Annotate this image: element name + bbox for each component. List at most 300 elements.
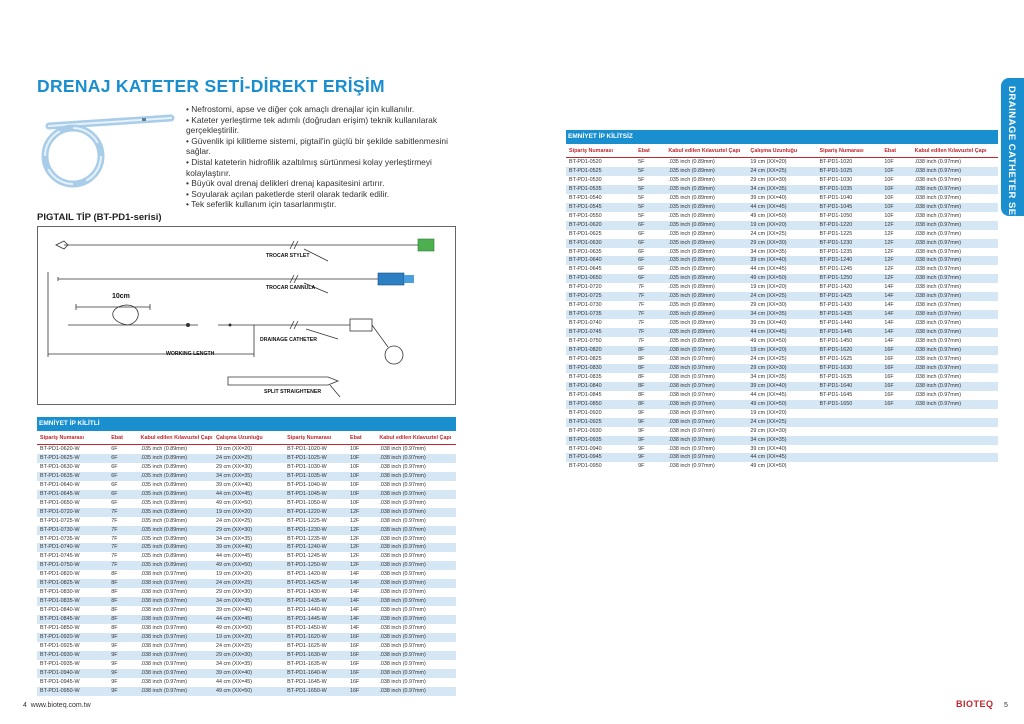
table-cell: 9F bbox=[638, 463, 645, 470]
table-cell: BT-PD1-1235-W bbox=[287, 535, 327, 542]
table-cell: 12F bbox=[881, 256, 911, 265]
table-cell: .038 inch (0.97mm) bbox=[376, 508, 456, 517]
table-cell: .038 inch (0.97mm) bbox=[379, 678, 426, 685]
table-cell: 19 cm (XX=20) bbox=[750, 409, 787, 416]
table-cell: BT-PD1-1445-W bbox=[284, 615, 347, 624]
table-cell: .038 inch (0.97mm) bbox=[914, 194, 962, 201]
table-cell: BT-PD1-0840 bbox=[566, 382, 635, 391]
table-cell: BT-PD1-0830-W bbox=[40, 589, 80, 596]
table-cell: BT-PD1-1220-W bbox=[284, 508, 347, 517]
table-row bbox=[566, 274, 998, 283]
table-cell: .038 inch (0.97mm) bbox=[376, 579, 456, 588]
table-cell: .035 inch (0.89mm) bbox=[665, 185, 747, 194]
pigtail-catheter-image bbox=[37, 104, 181, 196]
table-cell: .038 inch (0.97mm) bbox=[665, 453, 747, 462]
table-cell: 44 cm (XX=45) bbox=[215, 678, 253, 685]
table-row bbox=[566, 158, 998, 167]
table-cell: BT-PD1-0940-W bbox=[37, 669, 108, 678]
table-cell: BT-PD1-0750-W bbox=[37, 561, 108, 570]
table-cell: 6F bbox=[108, 472, 137, 481]
table-cell: .038 inch (0.97mm) bbox=[376, 687, 456, 696]
table-cell: 16F bbox=[350, 642, 360, 649]
table-row bbox=[566, 453, 998, 462]
table-cell: 6F bbox=[108, 490, 137, 499]
table-cell: BT-PD1-1225-W bbox=[287, 517, 327, 524]
table-cell: BT-PD1-1420 bbox=[819, 284, 853, 291]
table-cell: 12F bbox=[884, 230, 894, 237]
table-row bbox=[566, 248, 998, 257]
table-cell bbox=[817, 418, 882, 427]
table-cell: 9F bbox=[638, 409, 645, 416]
table-cell: 8F bbox=[638, 391, 645, 398]
table-row bbox=[566, 328, 998, 337]
table-cell: 19 cm (XX=20) bbox=[215, 571, 253, 578]
table-cell: 7F bbox=[111, 553, 118, 560]
table-cell: 7F bbox=[638, 338, 645, 345]
table-cell: BT-PD1-0930 bbox=[569, 427, 602, 434]
table-row bbox=[566, 239, 998, 248]
table-cell: BT-PD1-0920 bbox=[569, 409, 602, 416]
table-cell: .038 inch (0.97mm) bbox=[668, 355, 715, 362]
table-cell: .038 inch (0.97mm) bbox=[914, 266, 962, 273]
table-cell: BT-PD1-1630-W bbox=[284, 651, 347, 660]
table-cell: BT-PD1-0650-W bbox=[40, 499, 80, 506]
table-cell: .038 inch (0.97mm) bbox=[140, 607, 187, 614]
table-cell: BT-PD1-0625-W bbox=[37, 454, 108, 463]
table-cell: BT-PD1-1430-W bbox=[287, 589, 327, 596]
table-cell: .035 inch (0.89mm) bbox=[665, 203, 747, 212]
table-cell: 16F bbox=[350, 678, 360, 685]
section-tab-label: DRAINAGE CATHETER SET bbox=[1006, 86, 1017, 222]
table-cell: 10F bbox=[884, 212, 894, 219]
table-cell: 6F bbox=[108, 454, 137, 463]
table-cell: .035 inch (0.89mm) bbox=[665, 292, 747, 301]
table-cell: 14F bbox=[347, 615, 376, 624]
table-cell: BT-PD1-0635 bbox=[569, 248, 602, 255]
table-cell: BT-PD1-0925 bbox=[566, 418, 635, 427]
table-cell: 9F bbox=[635, 436, 665, 445]
feature-item: • Distal kateterin hidrofilik azaltılmış sürtünmesi kolay yerleştirmeyi kolaylaştırır. bbox=[186, 156, 432, 178]
label-trocar-cannula: TROCAR CANNULA bbox=[266, 285, 316, 291]
column-header: Kabul edilen Kılavuztel Çapı bbox=[912, 144, 998, 158]
page-number-right: 5 bbox=[1004, 702, 1008, 709]
table-cell: .035 inch (0.89mm) bbox=[668, 212, 715, 219]
table-cell bbox=[881, 445, 911, 454]
table-cell: BT-PD1-1645 bbox=[819, 391, 853, 398]
table-cell: BT-PD1-1420-W bbox=[287, 571, 327, 578]
label-split-straightener: SPLIT STRAIGHTENER bbox=[264, 389, 322, 395]
table-cell: 29 cm (XX=30) bbox=[215, 463, 253, 470]
table-row bbox=[37, 624, 456, 633]
table-cell bbox=[881, 436, 911, 445]
table-cell: 12F bbox=[347, 526, 376, 535]
table-cell: BT-PD1-1625-W bbox=[287, 642, 327, 649]
table-cell bbox=[912, 453, 998, 462]
table-cell: BT-PD1-1425-W bbox=[284, 579, 347, 588]
table-cell: .038 inch (0.97mm) bbox=[914, 320, 962, 327]
table-cell: BT-PD1-1635 bbox=[819, 373, 853, 380]
table-cell: 10F bbox=[347, 454, 376, 463]
table-row bbox=[37, 472, 456, 481]
table-cell: 9F bbox=[111, 678, 118, 685]
table-cell: 8F bbox=[638, 373, 645, 380]
table-row bbox=[37, 597, 456, 606]
feature-item: • Nefrostomi, apse ve diğer çok amaçlı drenajlar için kullanılır. bbox=[186, 104, 415, 114]
feature-item: • Tek seferlik kullanım için tasarlanmıştır. bbox=[186, 199, 337, 210]
table-cell: 39 cm (XX=40) bbox=[215, 607, 253, 614]
table-row bbox=[566, 212, 998, 221]
table-row bbox=[566, 337, 998, 346]
table-cell: 9F bbox=[635, 418, 665, 427]
table-row bbox=[37, 561, 456, 570]
table-cell: .035 inch (0.89mm) bbox=[668, 176, 715, 183]
table-cell: .038 inch (0.97mm) bbox=[914, 355, 962, 362]
table-cell: .038 inch (0.97mm) bbox=[914, 338, 962, 345]
column-header: Ebat bbox=[635, 144, 665, 158]
table-row bbox=[37, 660, 456, 669]
table-cell: 44 cm (XX=45) bbox=[213, 615, 284, 624]
table-cell: 10F bbox=[350, 446, 360, 452]
table-cell: 9F bbox=[111, 642, 118, 649]
table-cell: BT-PD1-0950-W bbox=[37, 687, 108, 696]
table-cell: BT-PD1-0950 bbox=[569, 463, 602, 470]
table-cell: 34 cm (XX=35) bbox=[215, 660, 253, 667]
table-cell: 10F bbox=[881, 185, 911, 194]
table-cell: .038 inch (0.97mm) bbox=[668, 391, 715, 398]
table-cell: .038 inch (0.97mm) bbox=[376, 526, 456, 535]
table-cell: 34 cm (XX=35) bbox=[213, 597, 284, 606]
table-cell: .035 inch (0.89mm) bbox=[668, 284, 715, 291]
table-cell: 34 cm (XX=35) bbox=[215, 535, 253, 542]
table-cell: 8F bbox=[108, 615, 137, 624]
table-cell: BT-PD1-0540 bbox=[569, 194, 602, 201]
table-cell: BT-PD1-0645 bbox=[569, 266, 602, 273]
table-cell: BT-PD1-1635-W bbox=[287, 660, 327, 667]
table-cell: 24 cm (XX=25) bbox=[750, 355, 787, 362]
table-cell: 7F bbox=[108, 543, 137, 552]
table-cell: .038 inch (0.97mm) bbox=[379, 553, 426, 560]
locked-table-section bbox=[37, 417, 456, 696]
table-cell: .035 inch (0.89mm) bbox=[665, 274, 747, 283]
table-cell: BT-PD1-1650 bbox=[817, 400, 882, 409]
table-cell: 16F bbox=[884, 373, 894, 380]
table-cell: 34 cm (XX=35) bbox=[747, 436, 816, 445]
table-cell: BT-PD1-1050-W bbox=[287, 499, 327, 506]
table-cell: .038 inch (0.97mm) bbox=[379, 660, 426, 667]
column-header: Kabul edilen Kılavuztel Çapı bbox=[376, 431, 456, 445]
table-cell: .038 inch (0.97mm) bbox=[914, 302, 962, 309]
table-cell: .038 inch (0.97mm) bbox=[665, 418, 747, 427]
table-cell: BT-PD1-0650 bbox=[566, 274, 635, 283]
table-row bbox=[37, 481, 456, 490]
table-cell: 29 cm (XX=30) bbox=[747, 239, 816, 248]
label-length: 10cm bbox=[112, 293, 130, 300]
table-cell: 39 cm (XX=40) bbox=[213, 669, 284, 678]
table-cell: BT-PD1-1650-W bbox=[284, 687, 347, 696]
table-cell: 9F bbox=[638, 427, 645, 434]
table-cell: 29 cm (XX=30) bbox=[213, 526, 284, 535]
table-cell: 5F bbox=[635, 203, 665, 212]
diagram-drawing bbox=[38, 227, 455, 404]
table-cell: BT-PD1-1425 bbox=[817, 292, 882, 301]
feature-item: • Kateter yerleştirme tek adımlı (doğrudan erişim) teknik kullanılarak gerçekleştirilir. bbox=[186, 114, 438, 136]
table-cell: 6F bbox=[111, 499, 118, 506]
table-cell: BT-PD1-0940 bbox=[569, 445, 602, 452]
table-cell: 49 cm (XX=50) bbox=[213, 561, 284, 570]
table-cell: 14F bbox=[347, 597, 376, 606]
table-cell: .038 inch (0.97mm) bbox=[914, 248, 962, 255]
locked-table-title: EMNİYET İP KİLİTLİ bbox=[37, 417, 456, 431]
table-cell: BT-PD1-1040-W bbox=[287, 481, 327, 488]
table-cell: 14F bbox=[884, 338, 894, 345]
table-cell: 39 cm (XX=40) bbox=[215, 481, 253, 488]
table-cell bbox=[817, 409, 882, 418]
table-cell: .038 inch (0.97mm) bbox=[912, 328, 998, 337]
table-cell: .038 inch (0.97mm) bbox=[665, 346, 747, 355]
table-cell: 16F bbox=[881, 382, 911, 391]
table-cell: BT-PD1-0545 bbox=[566, 203, 635, 212]
table-row bbox=[37, 669, 456, 678]
table-cell: .035 inch (0.89mm) bbox=[665, 310, 747, 319]
column-header: Ebat bbox=[108, 431, 137, 445]
table-cell: 19 cm (XX=20) bbox=[213, 633, 284, 642]
table-row bbox=[566, 221, 998, 230]
feature-list bbox=[186, 104, 468, 210]
table-cell: 44 cm (XX=45) bbox=[747, 328, 816, 337]
column-header: Kabul edilen Kılavuztel Çapı bbox=[138, 431, 213, 445]
table-row bbox=[566, 167, 998, 176]
table-cell: BT-PD1-1020-W bbox=[287, 446, 327, 452]
table-cell: 39 cm (XX=40) bbox=[750, 445, 787, 452]
table-cell: .038 inch (0.97mm) bbox=[914, 176, 962, 183]
table-row bbox=[37, 499, 456, 508]
table-cell: 9F bbox=[111, 660, 118, 667]
table-cell: 14F bbox=[884, 284, 894, 291]
table-cell: BT-PD1-0640 bbox=[566, 256, 635, 265]
table-cell: BT-PD1-0645-W bbox=[37, 490, 108, 499]
table-cell bbox=[881, 427, 911, 436]
feature-item: • Güvenlik ipi kilitleme sistemi, pigtail'in güçlü bir şekilde sabitlenmesini sağlar. bbox=[186, 135, 448, 157]
table-cell: BT-PD1-1240 bbox=[817, 256, 882, 265]
table-row bbox=[37, 454, 456, 463]
table-cell: .035 inch (0.89mm) bbox=[668, 194, 715, 201]
table-cell: 49 cm (XX=50) bbox=[750, 463, 787, 470]
column-header: Sipariş Numarası bbox=[284, 431, 347, 445]
table-cell: 16F bbox=[881, 346, 911, 355]
table-cell: BT-PD1-1045 bbox=[817, 203, 882, 212]
table-cell: BT-PD1-0620-W bbox=[40, 446, 80, 452]
column-header: Ebat bbox=[881, 144, 911, 158]
table-cell: 12F bbox=[350, 517, 360, 524]
table-cell: BT-PD1-0745 bbox=[566, 328, 635, 337]
table-cell: 12F bbox=[347, 508, 376, 517]
table-cell: 8F bbox=[111, 625, 118, 632]
table-cell: .038 inch (0.97mm) bbox=[668, 427, 715, 434]
table-cell: .038 inch (0.97mm) bbox=[376, 597, 456, 606]
table-cell: BT-PD1-1450-W bbox=[287, 625, 327, 632]
table-cell: BT-PD1-1025 bbox=[817, 167, 882, 176]
column-header: Ebat bbox=[347, 431, 376, 445]
table-cell: BT-PD1-0945 bbox=[566, 453, 635, 462]
table-cell: .038 inch (0.97mm) bbox=[379, 463, 426, 470]
table-row bbox=[37, 517, 456, 526]
table-cell: .035 inch (0.89mm) bbox=[140, 463, 187, 470]
label-trocar-stylet: TROCAR STYLET bbox=[266, 253, 310, 259]
column-header: Sipariş Numarası bbox=[566, 144, 635, 158]
table-cell: 8F bbox=[635, 382, 665, 391]
table-cell: .038 inch (0.97mm) bbox=[912, 292, 998, 301]
column-header: Sipariş Numarası bbox=[37, 431, 108, 445]
table-cell bbox=[817, 427, 882, 436]
table-cell: 6F bbox=[638, 248, 645, 255]
table-cell: 14F bbox=[881, 310, 911, 319]
table-cell: 7F bbox=[638, 320, 645, 327]
table-cell: .038 inch (0.97mm) bbox=[665, 382, 747, 391]
table-cell: BT-PD1-1630 bbox=[817, 364, 882, 373]
table-cell: 6F bbox=[111, 481, 118, 488]
table-cell: 8F bbox=[111, 571, 118, 578]
unlocked-table bbox=[566, 144, 998, 471]
table-cell: 44 cm (XX=45) bbox=[747, 453, 816, 462]
table-row bbox=[566, 256, 998, 265]
table-cell: .038 inch (0.97mm) bbox=[376, 633, 456, 642]
table-cell: 49 cm (XX=50) bbox=[215, 499, 253, 506]
table-cell: BT-PD1-1240-W bbox=[284, 543, 347, 552]
table-cell: .038 inch (0.97mm) bbox=[665, 364, 747, 373]
table-row bbox=[37, 651, 456, 660]
table-cell: .038 inch (0.97mm) bbox=[376, 669, 456, 678]
footer-left bbox=[23, 702, 91, 709]
table-cell: 49 cm (XX=50) bbox=[215, 625, 253, 632]
table-cell: .038 inch (0.97mm) bbox=[138, 669, 213, 678]
table-cell: .035 inch (0.89mm) bbox=[140, 499, 187, 506]
table-cell: .038 inch (0.97mm) bbox=[912, 310, 998, 319]
table-cell: BT-PD1-1230 bbox=[817, 239, 882, 248]
table-cell: 6F bbox=[635, 256, 665, 265]
table-cell: 49 cm (XX=50) bbox=[750, 338, 787, 345]
table-cell: .038 inch (0.97mm) bbox=[376, 490, 456, 499]
table-cell: 34 cm (XX=35) bbox=[747, 185, 816, 194]
table-row bbox=[37, 687, 456, 696]
table-cell bbox=[817, 453, 882, 462]
table-cell: .038 inch (0.97mm) bbox=[379, 642, 426, 649]
table-cell: 24 cm (XX=25) bbox=[215, 642, 253, 649]
table-cell: .038 inch (0.97mm) bbox=[914, 212, 962, 219]
table-cell: 12F bbox=[347, 561, 376, 570]
table-cell: BT-PD1-1435 bbox=[817, 310, 882, 319]
table-cell: 29 cm (XX=30) bbox=[747, 364, 816, 373]
table-cell: .038 inch (0.97mm) bbox=[140, 678, 187, 685]
table-cell: .038 inch (0.97mm) bbox=[376, 651, 456, 660]
table-cell: 16F bbox=[884, 355, 894, 362]
table-cell: .038 inch (0.97mm) bbox=[376, 454, 456, 463]
table-cell: .038 inch (0.97mm) bbox=[379, 517, 426, 524]
table-cell: BT-PD1-0745-W bbox=[40, 553, 80, 560]
table-cell: BT-PD1-0935-W bbox=[40, 660, 80, 667]
table-cell: 14F bbox=[350, 571, 360, 578]
unlocked-table-section bbox=[566, 130, 998, 471]
table-cell: .038 inch (0.97mm) bbox=[379, 607, 426, 614]
label-working-length: WORKING LENGTH bbox=[166, 351, 215, 357]
table-row bbox=[37, 678, 456, 687]
table-header-row bbox=[566, 144, 998, 158]
table-cell: 16F bbox=[347, 687, 376, 696]
section-tab bbox=[1001, 78, 1024, 222]
table-cell: BT-PD1-0925-W bbox=[40, 642, 80, 649]
table-cell: 5F bbox=[638, 176, 645, 183]
table-cell: 10F bbox=[884, 159, 894, 165]
table-cell: BT-PD1-0845 bbox=[569, 391, 602, 398]
table-cell: 29 cm (XX=30) bbox=[750, 302, 787, 309]
pigtail-section-title: PIGTAIL TİP (BT-PD1-serisi) bbox=[37, 212, 162, 223]
table-cell: 49 cm (XX=50) bbox=[213, 687, 284, 696]
table-cell: 19 cm (XX=20) bbox=[215, 446, 253, 452]
table-cell: .038 inch (0.97mm) bbox=[140, 642, 187, 649]
table-row bbox=[566, 203, 998, 212]
table-cell: 19 cm (XX=20) bbox=[747, 346, 816, 355]
table-cell: 7F bbox=[635, 310, 665, 319]
table-cell bbox=[912, 462, 998, 471]
table-cell: 24 cm (XX=25) bbox=[750, 230, 787, 237]
table-cell bbox=[817, 462, 882, 471]
table-cell: .038 inch (0.97mm) bbox=[140, 571, 187, 578]
table-cell: 44 cm (XX=45) bbox=[750, 391, 787, 398]
table-cell: BT-PD1-0945-W bbox=[40, 678, 80, 685]
table-row bbox=[566, 194, 998, 203]
page-number: 4 bbox=[23, 702, 27, 709]
table-row bbox=[566, 373, 998, 382]
table-cell bbox=[912, 445, 998, 454]
table-cell: 39 cm (XX=40) bbox=[747, 382, 816, 391]
table-cell: 7F bbox=[638, 284, 645, 291]
page-title: DRENAJ KATETER SETİ-DİREKT ERİŞİM bbox=[37, 76, 385, 96]
table-cell: .038 inch (0.97mm) bbox=[912, 400, 998, 409]
table-cell: .038 inch (0.97mm) bbox=[665, 400, 747, 409]
table-cell: .038 inch (0.97mm) bbox=[379, 446, 426, 452]
table-cell: 29 cm (XX=30) bbox=[215, 589, 253, 596]
table-cell bbox=[912, 436, 998, 445]
table-cell: .038 inch (0.97mm) bbox=[912, 239, 998, 248]
table-cell bbox=[912, 427, 998, 436]
table-cell: BT-PD1-0930-W bbox=[37, 651, 108, 660]
table-cell: BT-PD1-1445 bbox=[817, 328, 882, 337]
table-cell: 7F bbox=[108, 561, 137, 570]
table-cell: 34 cm (XX=35) bbox=[213, 472, 284, 481]
table-cell: BT-PD1-1450 bbox=[819, 338, 853, 345]
feature-item: • Soyularak açılan paketlerde steril olarak tedarik edilir. bbox=[186, 188, 390, 199]
table-row bbox=[37, 642, 456, 651]
table-cell: BT-PD1-0730-W bbox=[37, 526, 108, 535]
table-cell: .038 inch (0.97mm) bbox=[914, 373, 962, 380]
table-row bbox=[566, 319, 998, 328]
table-cell: 9F bbox=[108, 633, 137, 642]
table-cell: BT-PD1-0730 bbox=[569, 302, 602, 309]
table-cell: 7F bbox=[108, 526, 137, 535]
table-cell: .035 inch (0.89mm) bbox=[668, 338, 715, 345]
table-cell: .035 inch (0.89mm) bbox=[140, 535, 187, 542]
table-cell: BT-PD1-0535 bbox=[566, 185, 635, 194]
table-cell: 39 cm (XX=40) bbox=[747, 256, 816, 265]
table-cell: BT-PD1-1250 bbox=[817, 274, 882, 283]
table-cell: 8F bbox=[108, 597, 137, 606]
table-cell: BT-PD1-0620 bbox=[566, 221, 635, 230]
table-cell: BT-PD1-1245 bbox=[819, 266, 853, 273]
table-cell: .038 inch (0.97mm) bbox=[376, 472, 456, 481]
table-cell: BT-PD1-0840-W bbox=[40, 607, 80, 614]
table-cell: 10F bbox=[350, 481, 360, 488]
table-cell: BT-PD1-1045-W bbox=[284, 490, 347, 499]
website-link[interactable]: www.bioteq.com.tw bbox=[30, 702, 91, 709]
